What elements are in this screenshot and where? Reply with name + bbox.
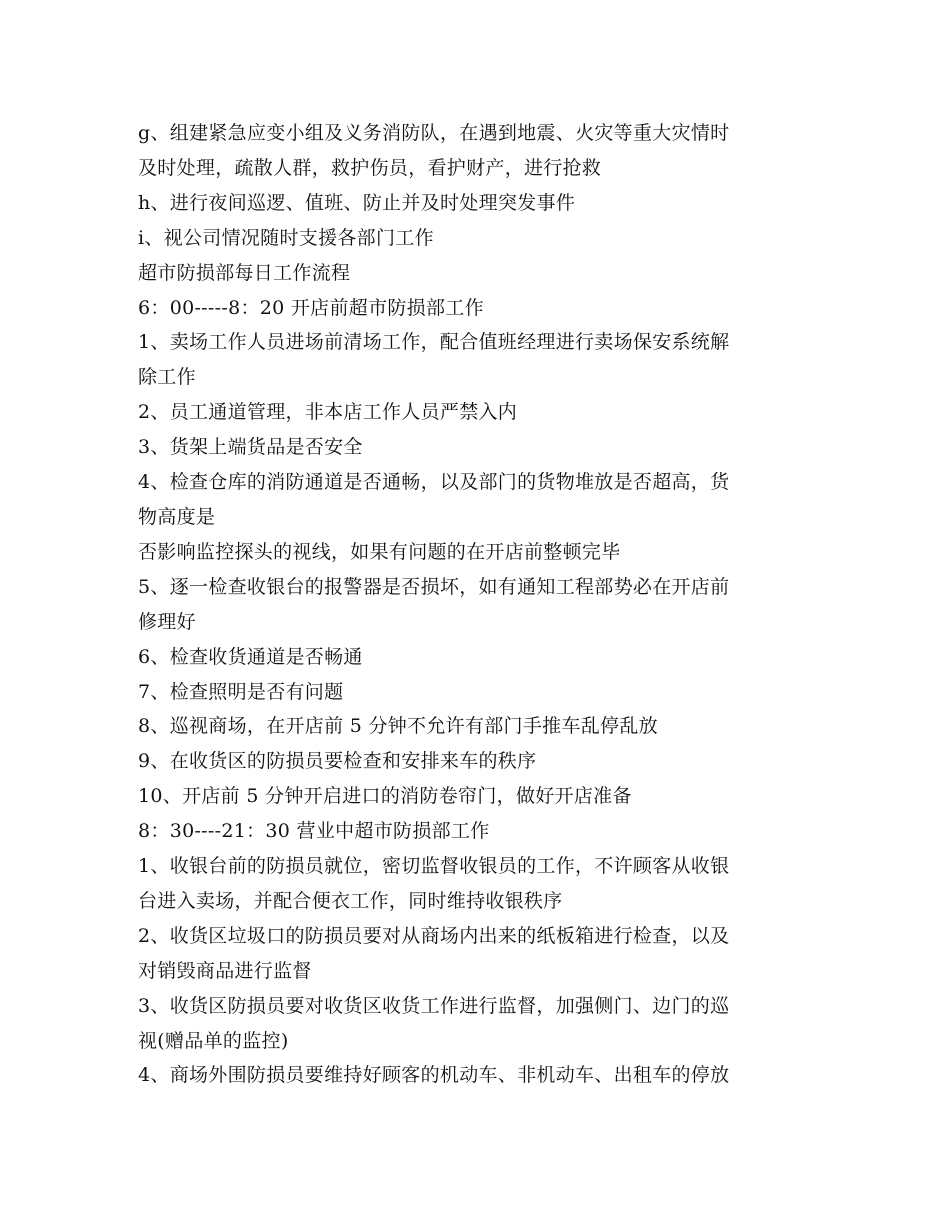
text-line: 6、检查收货通道是否畅通 — [138, 645, 363, 668]
text-line: 7、检查照明是否有问题 — [138, 680, 344, 703]
text-line: 视(赠品单的监控) — [138, 1029, 289, 1052]
text-line: 2、员工通道管理，非本店工作人员严禁入内 — [138, 401, 518, 424]
text-line: 5、逐一检查收银台的报警器是否损坏，如有通知工程部势必在开店前 — [138, 575, 730, 598]
text-line: 除工作 — [138, 366, 196, 389]
text-line: 物高度是 — [138, 505, 216, 528]
text-line: 1、收银台前的防损员就位，密切监督收银员的工作，不许顾客从收银 — [138, 855, 730, 878]
text-line: 4、商场外围防损员要维持好顾客的机动车、非机动车、出租车的停放 — [138, 1064, 730, 1087]
document-body — [138, 116, 818, 1093]
text-line: 4、检查仓库的消防通道是否通畅，以及部门的货物堆放是否超高，货 — [138, 471, 730, 494]
text-line: h、进行夜间巡逻、值班、防止并及时处理突发事件 — [138, 191, 576, 214]
time-heading: 6：00-----8：20 开店前超市防损部工作 — [138, 296, 484, 319]
text-line: 10、开店前 5 分钟开启进口的消防卷帘门，做好开店准备 — [138, 785, 632, 808]
text-line: i、视公司情况随时支援各部门工作 — [138, 226, 434, 249]
text-line: 8、巡视商场，在开店前 5 分钟不允许有部门手推车乱停乱放 — [138, 715, 658, 738]
text-line: 1、卖场工作人员进场前清场工作，配合值班经理进行卖场保安系统解 — [138, 331, 730, 354]
text-line: 9、在收货区的防损员要检查和安排来车的秩序 — [138, 750, 537, 773]
text-line: 修理好 — [138, 610, 196, 633]
text-line: g、组建紧急应变小组及义务消防队，在遇到地震、火灾等重大灾情时 — [138, 122, 730, 144]
text-line: 2、收货区垃圾口的防损员要对从商场内出来的纸板箱进行检查，以及 — [138, 924, 730, 947]
section-heading: 超市防损部每日工作流程 — [138, 261, 351, 284]
text-line: 3、货架上端货品是否安全 — [138, 436, 363, 459]
text-line: 否影响监控探头的视线，如果有问题的在开店前整顿完毕 — [138, 540, 621, 563]
text-line: 及时处理，疏散人群，救护伤员，看护财产，进行抢救 — [138, 156, 602, 179]
text-line: 3、收货区防损员要对收货区收货工作进行监督，加强侧门、边门的巡 — [138, 994, 730, 1017]
time-heading: 8：30----21：30 营业中超市防损部工作 — [138, 820, 490, 843]
text-line: 对销毁商品进行监督 — [138, 959, 312, 982]
text-line: 台进入卖场，并配合便衣工作，同时维持收银秩序 — [138, 889, 563, 912]
